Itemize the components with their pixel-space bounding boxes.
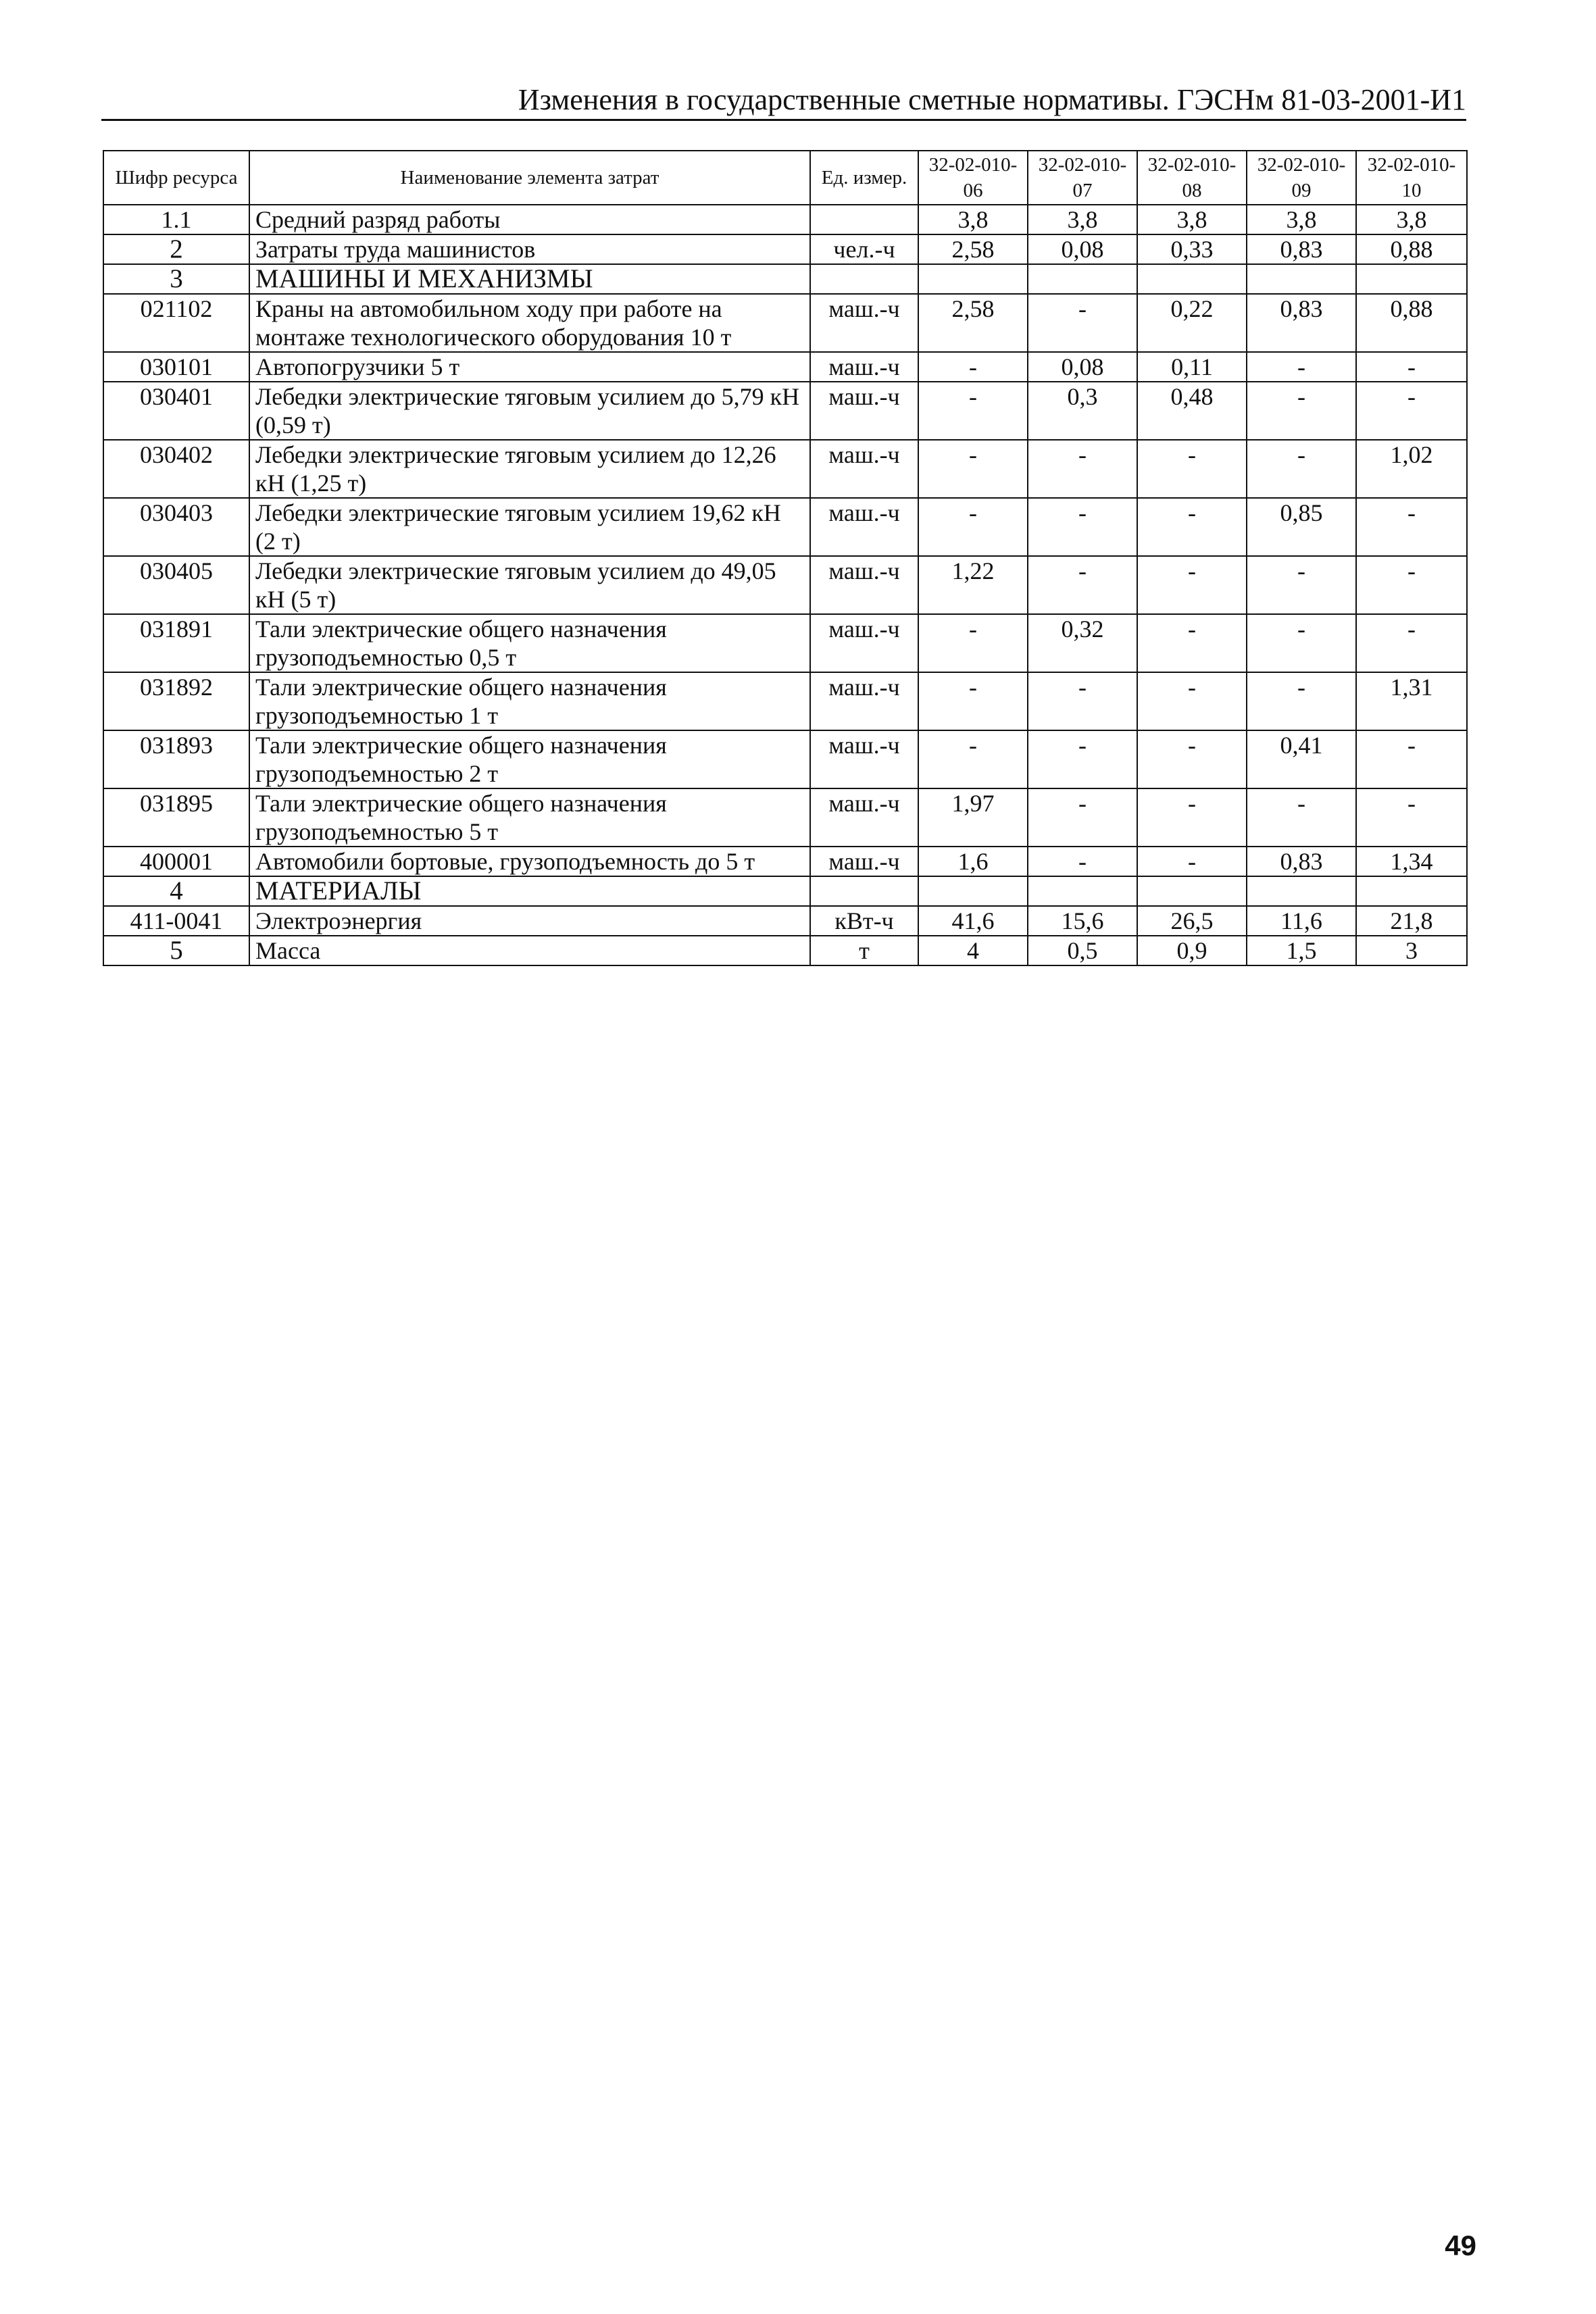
value-cell: 0,5 — [1028, 936, 1137, 965]
value-cell — [1247, 264, 1356, 294]
table-row — [103, 352, 1467, 382]
value-cell: 0,9 — [1137, 936, 1247, 965]
value-cell: 0,83 — [1247, 847, 1356, 876]
resource-code-cell: 030401 — [103, 382, 249, 440]
value-cell: - — [1028, 556, 1137, 614]
value-cell — [1137, 876, 1247, 906]
value-cell: 3,8 — [918, 205, 1028, 234]
value-cell: 0,3 — [1028, 382, 1137, 440]
table-row — [103, 730, 1467, 788]
resource-name-cell: Автопогрузчики 5 т — [249, 352, 810, 382]
table-row — [103, 936, 1467, 965]
value-cell — [1028, 264, 1137, 294]
resource-name-cell: Затраты труда машинистов — [249, 234, 810, 264]
resource-code-cell: 1.1 — [103, 205, 249, 234]
value-cell: - — [918, 614, 1028, 672]
resource-name-cell: Тали электрические общего назначения грузоподъемностью 5 т — [249, 788, 810, 847]
value-cell: - — [1356, 730, 1467, 788]
unit-cell — [810, 205, 918, 234]
column-header-name: Наименование элемента затрат — [249, 151, 810, 205]
resource-code-cell: 031892 — [103, 672, 249, 730]
value-cell: 2,58 — [918, 234, 1028, 264]
resource-code-cell: 021102 — [103, 294, 249, 352]
table-row — [103, 847, 1467, 876]
value-cell: - — [1028, 730, 1137, 788]
table-header-row — [103, 151, 1467, 205]
value-cell: - — [918, 730, 1028, 788]
value-cell: 0,83 — [1247, 234, 1356, 264]
column-header-code: Шифр ресурса — [103, 151, 249, 205]
value-cell: - — [1028, 788, 1137, 847]
value-cell: 0,22 — [1137, 294, 1247, 352]
resource-name-cell: Тали электрические общего назначения грузоподъемностью 0,5 т — [249, 614, 810, 672]
value-cell: - — [1247, 788, 1356, 847]
column-header-unit: Ед. измер. — [810, 151, 918, 205]
value-cell: 2,58 — [918, 294, 1028, 352]
resource-code-cell: 030402 — [103, 440, 249, 498]
column-header-norm: 32-02-010-09 — [1247, 151, 1356, 205]
header-rule — [101, 119, 1466, 121]
value-cell: - — [918, 352, 1028, 382]
value-cell — [1028, 876, 1137, 906]
value-cell: - — [1356, 498, 1467, 556]
value-cell: - — [1137, 847, 1247, 876]
value-cell: 11,6 — [1247, 906, 1356, 936]
unit-cell: маш.-ч — [810, 382, 918, 440]
value-cell: 1,02 — [1356, 440, 1467, 498]
value-cell: - — [1028, 440, 1137, 498]
value-cell: 4 — [918, 936, 1028, 965]
column-header-norm: 32-02-010-08 — [1137, 151, 1247, 205]
value-cell: 0,83 — [1247, 294, 1356, 352]
resource-name-cell: Тали электрические общего назначения грузоподъемностью 2 т — [249, 730, 810, 788]
unit-cell: маш.-ч — [810, 614, 918, 672]
value-cell: 1,31 — [1356, 672, 1467, 730]
value-cell: - — [1247, 352, 1356, 382]
value-cell: - — [1247, 614, 1356, 672]
resource-name-cell: Краны на автомобильном ходу при работе на монтаже технологического оборудования 10 т — [249, 294, 810, 352]
value-cell — [1356, 264, 1467, 294]
unit-cell: маш.-ч — [810, 352, 918, 382]
resource-code-cell: 4 — [103, 876, 249, 906]
value-cell: - — [1028, 672, 1137, 730]
value-cell: 0,11 — [1137, 352, 1247, 382]
resource-code-cell: 030101 — [103, 352, 249, 382]
value-cell: 0,08 — [1028, 234, 1137, 264]
column-header-norm: 32-02-010-10 — [1356, 151, 1467, 205]
page-header: Изменения в государственные сметные нормативы. ГЭСНм 81-03-2001-И1 — [518, 83, 1466, 116]
value-cell: 1,34 — [1356, 847, 1467, 876]
value-cell: - — [918, 382, 1028, 440]
value-cell: 1,97 — [918, 788, 1028, 847]
resource-name-cell: Автомобили бортовые, грузоподъемность до 5 т — [249, 847, 810, 876]
value-cell: - — [918, 498, 1028, 556]
value-cell: 0,33 — [1137, 234, 1247, 264]
resource-name-cell: Лебедки электрические тяговым усилием до 49,05 кН (5 т) — [249, 556, 810, 614]
value-cell: - — [1247, 672, 1356, 730]
value-cell: - — [1356, 788, 1467, 847]
unit-cell — [810, 264, 918, 294]
resource-code-cell: 400001 — [103, 847, 249, 876]
value-cell: 15,6 — [1028, 906, 1137, 936]
value-cell: 3,8 — [1247, 205, 1356, 234]
table-row — [103, 205, 1467, 234]
column-header-norm: 32-02-010-06 — [918, 151, 1028, 205]
resource-name-cell: МАШИНЫ И МЕХАНИЗМЫ — [249, 264, 810, 294]
resource-table — [103, 150, 1468, 966]
value-cell: - — [918, 440, 1028, 498]
resource-name-cell: Лебедки электрические тяговым усилием до 5,79 кН (0,59 т) — [249, 382, 810, 440]
resource-name-cell: Лебедки электрические тяговым усилием до 12,26 кН (1,25 т) — [249, 440, 810, 498]
value-cell: - — [918, 672, 1028, 730]
resource-name-cell: Лебедки электрические тяговым усилием 19,62 кН (2 т) — [249, 498, 810, 556]
value-cell — [918, 264, 1028, 294]
value-cell: 26,5 — [1137, 906, 1247, 936]
table-row — [103, 498, 1467, 556]
value-cell: 0,85 — [1247, 498, 1356, 556]
table-row — [103, 614, 1467, 672]
unit-cell: маш.-ч — [810, 788, 918, 847]
value-cell: 3 — [1356, 936, 1467, 965]
page-number: 49 — [1445, 2230, 1476, 2261]
value-cell: - — [1356, 614, 1467, 672]
value-cell: 3,8 — [1028, 205, 1137, 234]
section-row — [103, 876, 1467, 906]
table-row — [103, 234, 1467, 264]
table-row — [103, 294, 1467, 352]
value-cell: 0,08 — [1028, 352, 1137, 382]
value-cell: 0,88 — [1356, 234, 1467, 264]
resource-name-cell: Электроэнергия — [249, 906, 810, 936]
value-cell: 0,32 — [1028, 614, 1137, 672]
value-cell — [1356, 876, 1467, 906]
value-cell: - — [1028, 498, 1137, 556]
value-cell: 1,6 — [918, 847, 1028, 876]
value-cell: - — [1028, 294, 1137, 352]
value-cell: - — [1137, 556, 1247, 614]
value-cell: - — [1137, 498, 1247, 556]
value-cell: - — [1247, 382, 1356, 440]
resource-code-cell: 030405 — [103, 556, 249, 614]
resource-code-cell: 031895 — [103, 788, 249, 847]
resource-code-cell: 3 — [103, 264, 249, 294]
resource-code-cell: 5 — [103, 936, 249, 965]
value-cell: 0,41 — [1247, 730, 1356, 788]
value-cell: 1,22 — [918, 556, 1028, 614]
value-cell: - — [1137, 788, 1247, 847]
column-header-norm: 32-02-010-07 — [1028, 151, 1137, 205]
unit-cell: чел.-ч — [810, 234, 918, 264]
value-cell: - — [1247, 440, 1356, 498]
table-row — [103, 906, 1467, 936]
value-cell: - — [1247, 556, 1356, 614]
table-row — [103, 382, 1467, 440]
unit-cell: маш.-ч — [810, 294, 918, 352]
value-cell: 1,5 — [1247, 936, 1356, 965]
value-cell: 3,8 — [1356, 205, 1467, 234]
value-cell: - — [1356, 382, 1467, 440]
resource-code-cell: 2 — [103, 234, 249, 264]
unit-cell: маш.-ч — [810, 672, 918, 730]
value-cell — [918, 876, 1028, 906]
value-cell — [1137, 264, 1247, 294]
resource-name-cell: Тали электрические общего назначения грузоподъемностью 1 т — [249, 672, 810, 730]
unit-cell — [810, 876, 918, 906]
unit-cell: маш.-ч — [810, 440, 918, 498]
value-cell: - — [1137, 440, 1247, 498]
value-cell — [1247, 876, 1356, 906]
value-cell: - — [1028, 847, 1137, 876]
table-row — [103, 556, 1467, 614]
value-cell: 0,88 — [1356, 294, 1467, 352]
unit-cell: т — [810, 936, 918, 965]
table-row — [103, 440, 1467, 498]
resource-code-cell: 031891 — [103, 614, 249, 672]
resource-name-cell: МАТЕРИАЛЫ — [249, 876, 810, 906]
value-cell: 21,8 — [1356, 906, 1467, 936]
value-cell: 3,8 — [1137, 205, 1247, 234]
table-row — [103, 672, 1467, 730]
resource-code-cell: 030403 — [103, 498, 249, 556]
unit-cell: маш.-ч — [810, 498, 918, 556]
value-cell: - — [1356, 352, 1467, 382]
value-cell: - — [1137, 672, 1247, 730]
value-cell: 0,48 — [1137, 382, 1247, 440]
value-cell: 41,6 — [918, 906, 1028, 936]
unit-cell: маш.-ч — [810, 730, 918, 788]
table-row — [103, 788, 1467, 847]
value-cell: - — [1356, 556, 1467, 614]
section-row — [103, 264, 1467, 294]
resource-name-cell: Масса — [249, 936, 810, 965]
resource-code-cell: 411-0041 — [103, 906, 249, 936]
value-cell: - — [1137, 614, 1247, 672]
resource-name-cell: Средний разряд работы — [249, 205, 810, 234]
unit-cell: кВт-ч — [810, 906, 918, 936]
unit-cell: маш.-ч — [810, 556, 918, 614]
unit-cell: маш.-ч — [810, 847, 918, 876]
resource-code-cell: 031893 — [103, 730, 249, 788]
value-cell: - — [1137, 730, 1247, 788]
